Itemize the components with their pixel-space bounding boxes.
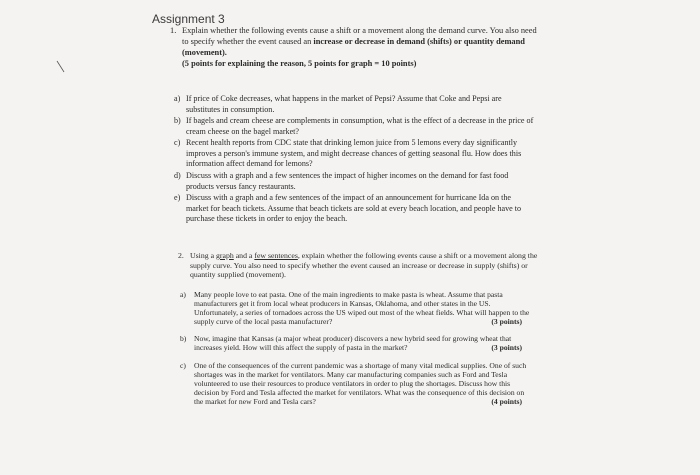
list-item bbox=[180, 361, 532, 406]
item-label: d) bbox=[174, 171, 181, 181]
item-text: Discuss with a graph and a few sentences the impact of higher incomes on the demand for fast food products versus fancy restaurants. bbox=[186, 171, 509, 191]
question-2 bbox=[178, 251, 538, 280]
item-text: One of the consequences of the current pandemic was a shortage of many vital medical supplies. One of such shortages was in the market for ventilators. Many car manufacturing companies such as Ford and Tesla volunteered to use their resources to produce ventilators in order to plug the shortages. Discuss how this decision by Ford and Tesla affected the market for ventilators. What was the consequence of this decision on the market for new Ford and Tesla cars? bbox=[194, 360, 527, 406]
list-item bbox=[174, 94, 534, 115]
page-title: Assignment 3 bbox=[152, 12, 225, 26]
item-label: b) bbox=[174, 116, 181, 126]
item-text: Discuss with a graph and a few sentences of the impact of an announcement for hurricane Ida on the market for beach tickets. Assume that beach tickets are sold at every beach location, and people have to purchase these tickets in order to enjoy the beach. bbox=[186, 193, 522, 224]
list-item bbox=[174, 116, 534, 137]
item-label: c) bbox=[180, 360, 186, 370]
item-text: Now, imagine that Kansas (a major wheat producer) discovers a new hybrid seed for growing wheat that increases yield. How will this affect the supply of pasta in the market? bbox=[194, 334, 512, 353]
question-1 bbox=[170, 25, 540, 69]
item-label: b) bbox=[180, 334, 187, 344]
question-text bbox=[182, 25, 540, 69]
question-text bbox=[190, 251, 538, 280]
item-points: (3 points) bbox=[491, 343, 522, 353]
list-item bbox=[174, 193, 534, 225]
underlined-text: graph bbox=[216, 251, 234, 260]
question-number: 2. bbox=[178, 251, 184, 260]
pen-mark-icon bbox=[56, 60, 66, 74]
item-label: a) bbox=[174, 94, 181, 103]
list-item bbox=[174, 138, 534, 170]
question-2-items bbox=[180, 290, 532, 414]
question-number: 1. bbox=[170, 26, 177, 35]
question-text-part: and a bbox=[235, 251, 253, 260]
list-item bbox=[180, 290, 532, 326]
underlined-text: few sentences bbox=[254, 251, 298, 260]
item-label: c) bbox=[174, 138, 181, 148]
list-item bbox=[174, 171, 534, 192]
question-text-part: , explain whether the following events cause a shift or a movement along the supply curve. You also need to specify whether the event caused an increase or decrease in supply (shifts) or quantity supplied (movement). bbox=[190, 251, 538, 279]
question-bold-text: increase or decrease in demand (shifts) or quantity demand (movement). bbox=[182, 37, 525, 57]
item-points: (4 points) bbox=[491, 396, 522, 406]
item-text: Many people love to eat pasta. One of the main ingredients to make pasta is wheat. Assume that pasta manufacturers get it from local wheat producers in Kansas, Oklahoma, and other states in the US. Unfortunately, a series of tornadoes across the US wiped out most of the wheat fields. What will happen to the supply curve of the local pasta manufacturer? bbox=[194, 290, 530, 327]
question-intro: Explain whether the following events cause a shift or a movement along the demand curve. You also need to specify whether the event caused an bbox=[182, 26, 537, 46]
item-label: a) bbox=[180, 290, 186, 299]
item-label: e) bbox=[174, 193, 181, 203]
item-text: Recent health reports from CDC state that drinking lemon juice from 5 lemons every day significantly improves a person's immune system, and might decrease chances of getting seasonal flu. How does this information affect demand for lemons? bbox=[186, 138, 522, 169]
question-text-part: Using a bbox=[190, 251, 215, 260]
list-item bbox=[180, 334, 532, 352]
item-text: If price of Coke decreases, what happens in the market of Pepsi? Assume that Coke and Pepsi are substitutes in consumption. bbox=[186, 94, 502, 114]
question-1-items bbox=[174, 94, 534, 226]
item-text: If bagels and cream cheese are complements in consumption, what is the effect of a decrease in the price of cream cheese on the bagel market? bbox=[186, 116, 534, 136]
question-points: (5 points for explaining the reason, 5 points for graph = 10 points) bbox=[182, 59, 417, 68]
item-points: (3 points) bbox=[491, 317, 522, 327]
